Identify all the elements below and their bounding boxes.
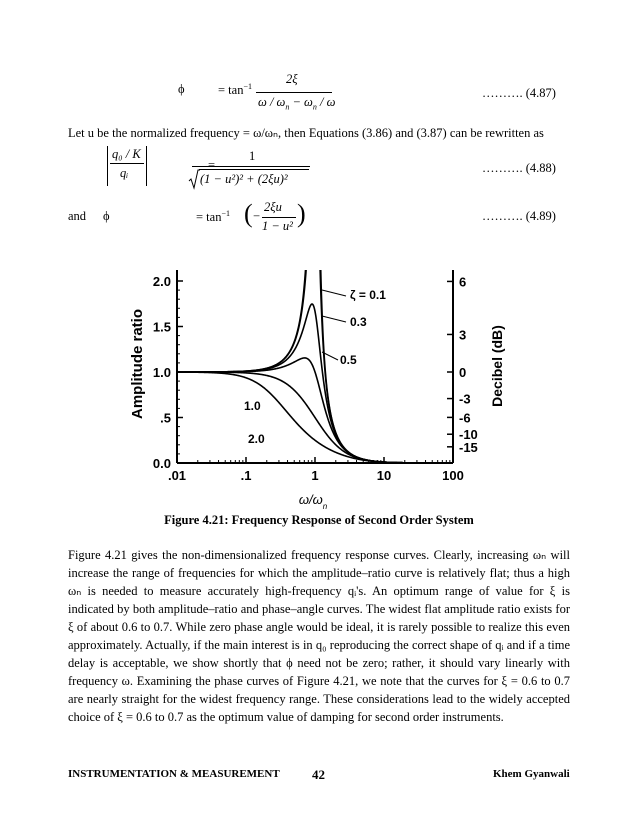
eq-4-89-bar xyxy=(262,217,296,218)
eq-4-87 xyxy=(0,0,638,120)
x-tick-label: 1 xyxy=(311,468,319,483)
eq-4-89-minus: − xyxy=(253,209,261,223)
annotation-label: ζ = 0.1 xyxy=(350,288,386,302)
footer-right: Khem Gyanwali xyxy=(493,768,570,780)
y-tick-label: 2.0 xyxy=(152,274,171,289)
eq-4-87-bar xyxy=(256,92,332,93)
eq-4-88-sqrt-bar xyxy=(199,169,309,170)
body-paragraph: Figure 4.21 gives the non-dimensionalized frequency response curves. Clearly, increasing ωₙ will increase the range of frequencies for which the amplitude–ratio curve is relatively flat; thus a high ωₙ is needed to measure accurately high-frequency qᵢ's. An optimum range of value for ξ is indicated by both amplitude–ratio and phase–angle curves. The widest flat amplitude ratio exists for ξ of about 0.6 to 0.7. While zero phase angle would be ideal, it is rarely possible to realize this even approximately. Actually, if the main interest is in q₀ reproducing the correct shape of qᵢ and if a time delay is acceptable, we show shortly that ϕ need not be zero; rather, it should vary linearly with frequency ω. Examining the phase curves of Figure 4.21, we note that the curves for ξ = 0.6 to 0.7 are nearly straight for the widest frequency range. These considerations lead to the widely accepted choice of ξ = 0.6 to 0.7 as the optimum value of damping for second order instruments. xyxy=(68,548,570,724)
y2-tick-label: -6 xyxy=(459,410,471,426)
eq-4-89-den: 1 − u² xyxy=(262,219,293,233)
series-line-zeta-0-1 xyxy=(177,262,453,463)
annotation-label: 0.5 xyxy=(340,353,357,367)
eq-4-88-bar xyxy=(192,166,310,167)
annotation-leader xyxy=(322,316,346,322)
eq-4-88-num: 1 xyxy=(249,149,256,163)
eq-4-89-inv: −1 xyxy=(221,209,230,218)
eq-4-87-num: 2ξ xyxy=(286,72,298,86)
eq-4-89-lhs: ϕ xyxy=(103,209,110,223)
y2-tick-label: -10 xyxy=(459,427,478,443)
eq-4-89 xyxy=(0,195,638,240)
eq-4-89-tan xyxy=(196,209,230,225)
eq-4-89-close: ) xyxy=(297,199,306,228)
series-line-zeta-0-3 xyxy=(177,304,453,463)
annotation-label: 2.0 xyxy=(248,432,265,446)
annotation-label: 0.3 xyxy=(350,315,367,329)
series-line-zeta-0-03 xyxy=(177,262,453,463)
eq-4-87-den-sub2: n xyxy=(312,102,317,112)
sqrt-symbol xyxy=(188,168,200,190)
x-tick-label: 100 xyxy=(442,468,464,483)
y2-tick-label: 0 xyxy=(459,365,467,380)
eq-4-88 xyxy=(0,140,638,200)
annotation-leader xyxy=(322,290,346,296)
eq-4-87-den-mid: − ω xyxy=(289,95,313,109)
y-tick-label: .5 xyxy=(160,410,171,426)
y2-tick-label: -15 xyxy=(459,439,478,455)
eq-4-88-eq: = xyxy=(208,158,216,172)
x-axis-label: $\omega/\omega_n$ xyxy=(298,492,328,511)
eq-4-89-open: ( xyxy=(244,199,253,228)
y-axis-label: Amplitude ratio xyxy=(129,308,146,420)
intro-line: Let u be the normalized frequency = ω/ωₙ, then Equations (3.86) and (3.87) can be rewritten as xyxy=(68,126,544,140)
x-tick-label: 10 xyxy=(376,468,392,483)
eq-4-87-eq: = tan xyxy=(218,83,244,98)
figure-caption: Figure 4.21: Frequency Response of Second Order System xyxy=(164,513,474,527)
footer-left: INSTRUMENTATION & MEASUREMENT xyxy=(68,768,280,780)
eq-4-88-abs-left xyxy=(107,146,108,186)
page-number: 42 xyxy=(312,767,325,782)
eq-4-88-abs-right xyxy=(146,146,147,186)
y2-tick-label: 6 xyxy=(459,274,467,290)
eq-4-87-tan xyxy=(218,82,252,98)
eq-4-87-den-end: / ω xyxy=(316,95,336,109)
y2-axis-label: Decibel (dB) xyxy=(489,325,505,407)
eq-4-87-lhs: ϕ xyxy=(178,82,185,96)
eq-4-88-lhs-num: q₀ / K xyxy=(112,147,141,161)
eq-4-89-number: ………. (4.89) xyxy=(482,209,556,223)
eq-4-88-lhs-bar xyxy=(110,163,144,164)
eq-4-89-and: and xyxy=(68,209,87,223)
x-tick-label: .01 xyxy=(167,468,187,483)
eq-4-87-inv: −1 xyxy=(243,82,252,91)
frequency-response-chart xyxy=(0,262,638,522)
eq-4-88-den: (1 − u²)² + (2ξu)² xyxy=(200,172,288,186)
eq-4-89-num: 2ξu xyxy=(264,200,282,214)
x-tick-label: .1 xyxy=(240,468,252,483)
eq-4-87-number: ………. (4.87) xyxy=(482,86,556,100)
series-line-zeta-1 xyxy=(177,372,453,463)
eq-4-87-den-a: ω / ω xyxy=(258,95,286,109)
y-tick-label: 0.0 xyxy=(152,456,171,471)
eq-4-87-den-sub: n xyxy=(285,102,290,112)
eq-4-87-den xyxy=(258,95,335,112)
eq-4-88-number: ………. (4.88) xyxy=(482,161,556,175)
y-tick-label: 1.5 xyxy=(152,319,171,335)
y2-tick-label: 3 xyxy=(459,327,467,343)
plot-layer xyxy=(153,262,478,483)
y-tick-label: 1.0 xyxy=(152,365,171,380)
annotation-label: 1.0 xyxy=(244,399,261,413)
y2-tick-label: -3 xyxy=(459,391,471,407)
eq-4-88-lhs-den: qᵢ xyxy=(120,166,129,180)
eq-4-89-eq: = tan xyxy=(196,210,222,225)
